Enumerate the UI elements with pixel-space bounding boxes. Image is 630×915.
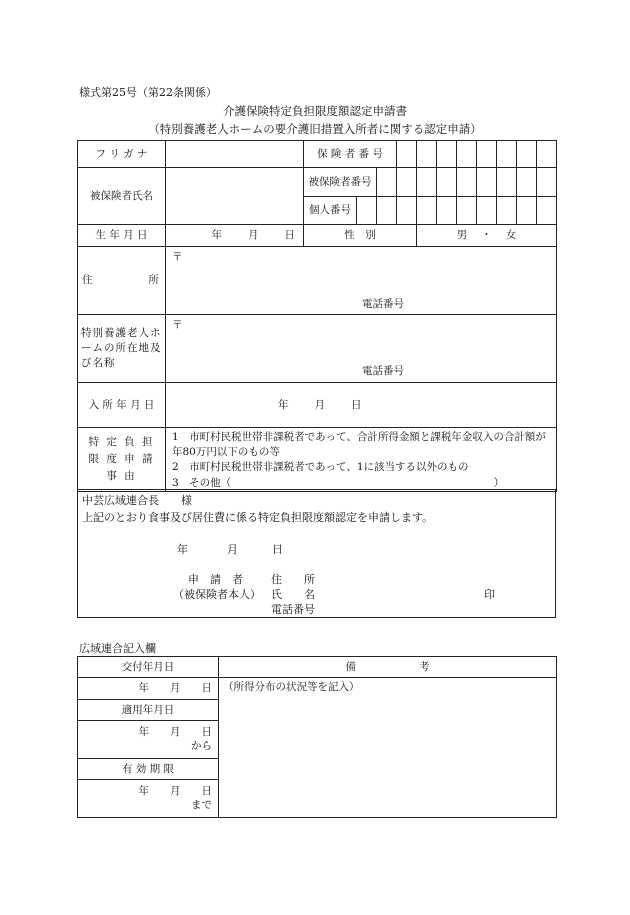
- insurer-number-digit[interactable]: [397, 141, 417, 168]
- birth-day-unit: 日: [284, 229, 295, 242]
- birth-date-label: 生 年 月 日: [78, 225, 166, 247]
- remarks-field[interactable]: [219, 678, 557, 818]
- insurer-number-digit[interactable]: [537, 141, 557, 168]
- insured-number-digit[interactable]: [377, 168, 397, 197]
- facility-postal-mark: 〒: [172, 319, 183, 331]
- applicant-name-label: 氏 名: [271, 588, 315, 601]
- personal-number-digit[interactable]: [357, 197, 377, 225]
- applicant-address-label: 住 所: [271, 573, 315, 586]
- seal-mark: 印: [484, 588, 495, 601]
- sex-label: 性 別: [304, 225, 417, 247]
- insured-number-digit[interactable]: [537, 168, 557, 197]
- reason-option-3[interactable]: 3 その他（ ）: [172, 476, 505, 489]
- until-label: まで: [191, 798, 212, 811]
- validity-label: 有 効 期 限: [78, 759, 219, 780]
- sex-female-option[interactable]: 女: [505, 229, 517, 242]
- insured-number-digit[interactable]: [417, 168, 437, 197]
- personal-number-digit[interactable]: [457, 197, 477, 225]
- validity-value: 年 月 日: [138, 784, 212, 797]
- apply-date-value: 年 月 日: [138, 725, 212, 738]
- insurer-number-digit[interactable]: [437, 141, 457, 168]
- sex-separator: ・: [481, 229, 492, 242]
- personal-number-digit[interactable]: [417, 197, 437, 225]
- insurer-number-digit[interactable]: [517, 141, 537, 168]
- insured-number-digit[interactable]: [517, 168, 537, 197]
- birth-month-unit: 月: [248, 229, 259, 242]
- office-section-title: 広域連合記入欄: [79, 642, 156, 655]
- remarks-label: 備 考: [219, 657, 557, 678]
- birth-year-unit: 年: [211, 229, 222, 242]
- office-table: [77, 656, 557, 818]
- facility-phone-label: 電話番号: [362, 365, 404, 377]
- application-year-unit: 年: [177, 543, 188, 556]
- from-label: から: [191, 739, 212, 752]
- postal-mark: 〒: [172, 251, 183, 263]
- application-statement-box: [77, 489, 556, 618]
- form-subtitle: （特別養護老人ホームの要介護旧措置入所者に関する認定申請）: [148, 122, 482, 136]
- application-table: [77, 140, 557, 492]
- issue-date-field[interactable]: 年 月 日: [78, 678, 219, 700]
- furigana-field[interactable]: [166, 141, 304, 168]
- furigana-label: フ リ ガ ナ: [78, 141, 166, 168]
- facility-label: 特別養護老人ホームの所在地及び名称: [78, 315, 166, 383]
- insured-number-label: 被保険者番号: [304, 168, 377, 197]
- facility-field[interactable]: [166, 315, 557, 383]
- reason-option-1[interactable]: 1 市町村民税世帯非課税者であって、合計所得金額と課税年金収入の合計額が年80万円以下のもの等: [172, 431, 546, 459]
- insurer-number-digit[interactable]: [417, 141, 437, 168]
- apply-date-field[interactable]: [78, 721, 219, 759]
- application-month-unit: 月: [227, 543, 238, 556]
- admission-year-unit: 年: [278, 398, 289, 411]
- sex-male-option[interactable]: 男: [456, 229, 468, 242]
- remarks-note: （所得分布の状況等を記入）: [223, 681, 360, 693]
- personal-number-digit[interactable]: [537, 197, 557, 225]
- personal-number-digit[interactable]: [437, 197, 457, 225]
- applicant-label: 申 請 者: [188, 573, 243, 586]
- reason-options: [166, 428, 557, 492]
- personal-number-digit[interactable]: [377, 197, 397, 225]
- insured-number-digit[interactable]: [397, 168, 417, 197]
- form-title: 介護保険特定負担限度額認定申請書: [223, 104, 407, 118]
- personal-number-digit[interactable]: [397, 197, 417, 225]
- apply-date-label: 適用年月日: [78, 700, 219, 721]
- admission-date-field[interactable]: [166, 383, 557, 428]
- address-label: 住 所: [78, 247, 166, 315]
- admission-day-unit: 日: [351, 398, 362, 411]
- validity-field[interactable]: [78, 780, 219, 818]
- personal-number-label: 個人番号: [304, 197, 357, 225]
- insurer-number-digit[interactable]: [477, 141, 497, 168]
- personal-number-digit[interactable]: [497, 197, 517, 225]
- addressee: 中芸広域連合長 様: [82, 494, 192, 507]
- insurer-number-label: 保 険 者 番 号: [304, 141, 397, 168]
- reason-label: 特 定 負 担 限 度 申 請 事 由: [78, 428, 166, 492]
- sex-field[interactable]: [417, 225, 557, 247]
- issue-date-label: 交付年月日: [78, 657, 219, 678]
- insurer-number-digit[interactable]: [497, 141, 517, 168]
- application-statement: 上記のとおり食事及び居住費に係る特定負担限度額認定を申請します。: [82, 511, 434, 524]
- insured-number-digit[interactable]: [477, 168, 497, 197]
- insurer-number-digit[interactable]: [457, 141, 477, 168]
- applicant-sublabel: （被保険者本人）: [173, 588, 261, 601]
- personal-number-digit[interactable]: [517, 197, 537, 225]
- personal-number-digit[interactable]: [477, 197, 497, 225]
- admission-date-label: 入 所 年 月 日: [78, 383, 166, 428]
- insured-number-digit[interactable]: [457, 168, 477, 197]
- application-day-unit: 日: [272, 543, 283, 556]
- birth-date-field[interactable]: [166, 225, 304, 247]
- insured-name-field[interactable]: [166, 168, 304, 225]
- form-number-label: 様式第25号（第22条関係）: [79, 86, 217, 99]
- address-field[interactable]: [166, 247, 557, 315]
- address-phone-label: 電話番号: [362, 298, 404, 310]
- insured-number-digit[interactable]: [437, 168, 457, 197]
- admission-month-unit: 月: [314, 398, 325, 411]
- insured-number-digit[interactable]: [497, 168, 517, 197]
- applicant-phone-label: 電話番号: [271, 603, 315, 616]
- reason-option-2[interactable]: 2 市町村民税世帯非課税者であって、1に該当する以外のもの: [172, 461, 469, 474]
- insured-name-label: 被保険者氏名: [78, 168, 166, 225]
